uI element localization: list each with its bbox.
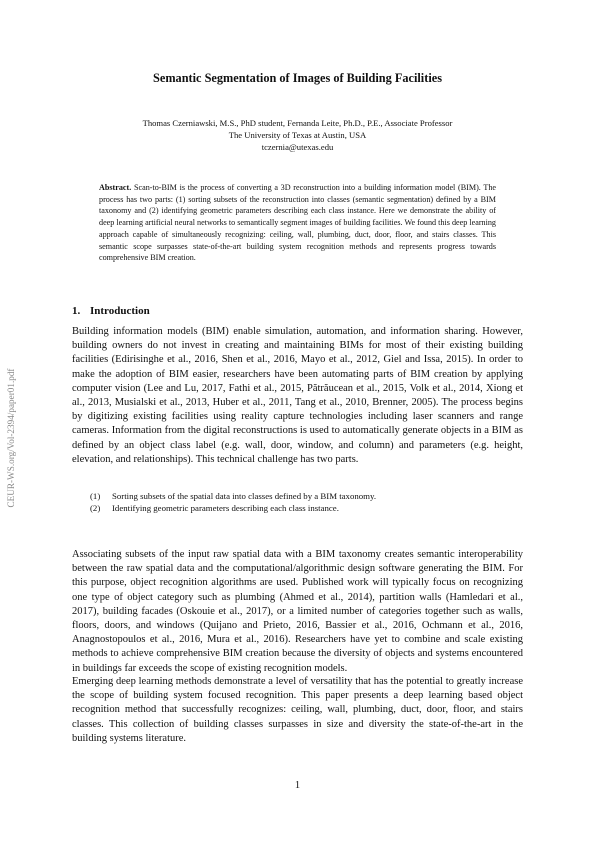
author-email: tczernia@utexas.edu — [261, 142, 334, 152]
list-item-number: (1) — [90, 491, 101, 501]
paragraph: Associating subsets of the input raw spatial data with a BIM taxonomy creates semantic interoperability between the raw spatial data and the computational/algorithmic design software generating the BIM. For this purpose, object recognition algorithms are used. Published work will typically focus on recognizing one type of object category such as plumbing (Ahmed et al., 2014), partition walls (Hamledari et al., 2017), building facades (Oskouie et al., 2017), or a limited number of categories together such as walls, floors, doors, and windows (Quijano and Prieto, 2016, Bassier et al., 2016, Ochmann et al., 2016, Anagnostopoulos et al., 2016, Mura et al., 2016). Researchers have yet to combine and scale existing methods to achieve comprehensive BIM creation because the diversity of objects and systems encountered in buildings far exceeds the scope of existing recognition models. — [72, 549, 523, 674]
list-item — [72, 502, 523, 514]
paragraph: Emerging deep learning methods demonstrate a level of versatility that has the potential to greatly increase the scope of building system focused recognition. This paper presents a deep learning based object recognition method that successfully recognizes: ceiling, wall, plumbing, duct, door, floor, and stairs classes. This collection of building classes surpasses in size and diversity the state-of-the-art in the building systems literature. — [72, 676, 523, 744]
page-number: 1 — [294, 780, 301, 791]
author-names: Thomas Czerniawski, M.S., PhD student, Fernanda Leite, Ph.D., P.E., Associate Professor — [142, 118, 453, 128]
abstract-text: Scan-to-BIM is the process of converting a 3D reconstruction into a building information model (BIM). The process has two parts: (1) sorting subsets of the reconstruction into classes (semantic segmentation) defined by a BIM taxonomy and (2) identifying geometric parameters describing each class instance. Here we demonstrate the ability of deep learning artificial neural networks to semantically segment images of building facilities. We found this deep learning approach capable of simultaneously recognizing: ceiling, wall, plumbing, duct, door, floor, and stairs classes. This semantic scope surpasses state-of-the-art building system recognition methods and represents progress towards comprehensive BIM creation. — [99, 183, 496, 263]
paragraph: Building information models (BIM) enable simulation, automation, and information sharing. However, building owners do not invest in creating and maintaining BIMs for most of their existing building facilities (Edirisinghe et al., 2016, Shen et al., 2016, Mayo et al., 2012, Giel and Issa, 2015). In order to make the adoption of BIM easier, researchers have been automating parts of BIM creation by applying computer vision (Lee and Lu, 2017, Fathi et al., 2015, Pătrăucean et al., 2015, Volk et al., 2014, Xiong et al., 2013, Musialski et al., 2013, Huber et al., 2011, Tang et al., 2010, Brenner, 2005). The process begins by digitizing existing facilities using reality capture technologies including laser scanners and range cameras. Information from the digital reconstructions is used to automatically generate objects in a BIM as defined by an object class label (e.g. wall, door, window, and column) and parameters (e.g. height, elevation, and relationships). This technical challenge has two parts. — [72, 326, 523, 465]
side-identifier-text: CEUR-WS.org/Vol-2394/paper01.pdf — [6, 368, 16, 508]
abstract — [99, 182, 496, 264]
section-number: 1. — [72, 305, 81, 317]
abstract-label: Abstract. — [99, 183, 132, 192]
list-item-text: Identifying geometric parameters describing each class instance. — [112, 503, 339, 513]
author-block — [72, 117, 523, 153]
enumerated-list — [72, 490, 523, 514]
section-title: Introduction — [90, 305, 150, 317]
author-affiliation: The University of Texas at Austin, USA — [228, 130, 367, 140]
paper-title: Semantic Segmentation of Images of Building Facilities — [153, 71, 442, 85]
section-heading — [72, 305, 150, 317]
list-item-text: Sorting subsets of the spatial data into classes defined by a BIM taxonomy. — [112, 491, 377, 501]
list-item-number: (2) — [90, 503, 101, 513]
list-item — [72, 490, 523, 502]
